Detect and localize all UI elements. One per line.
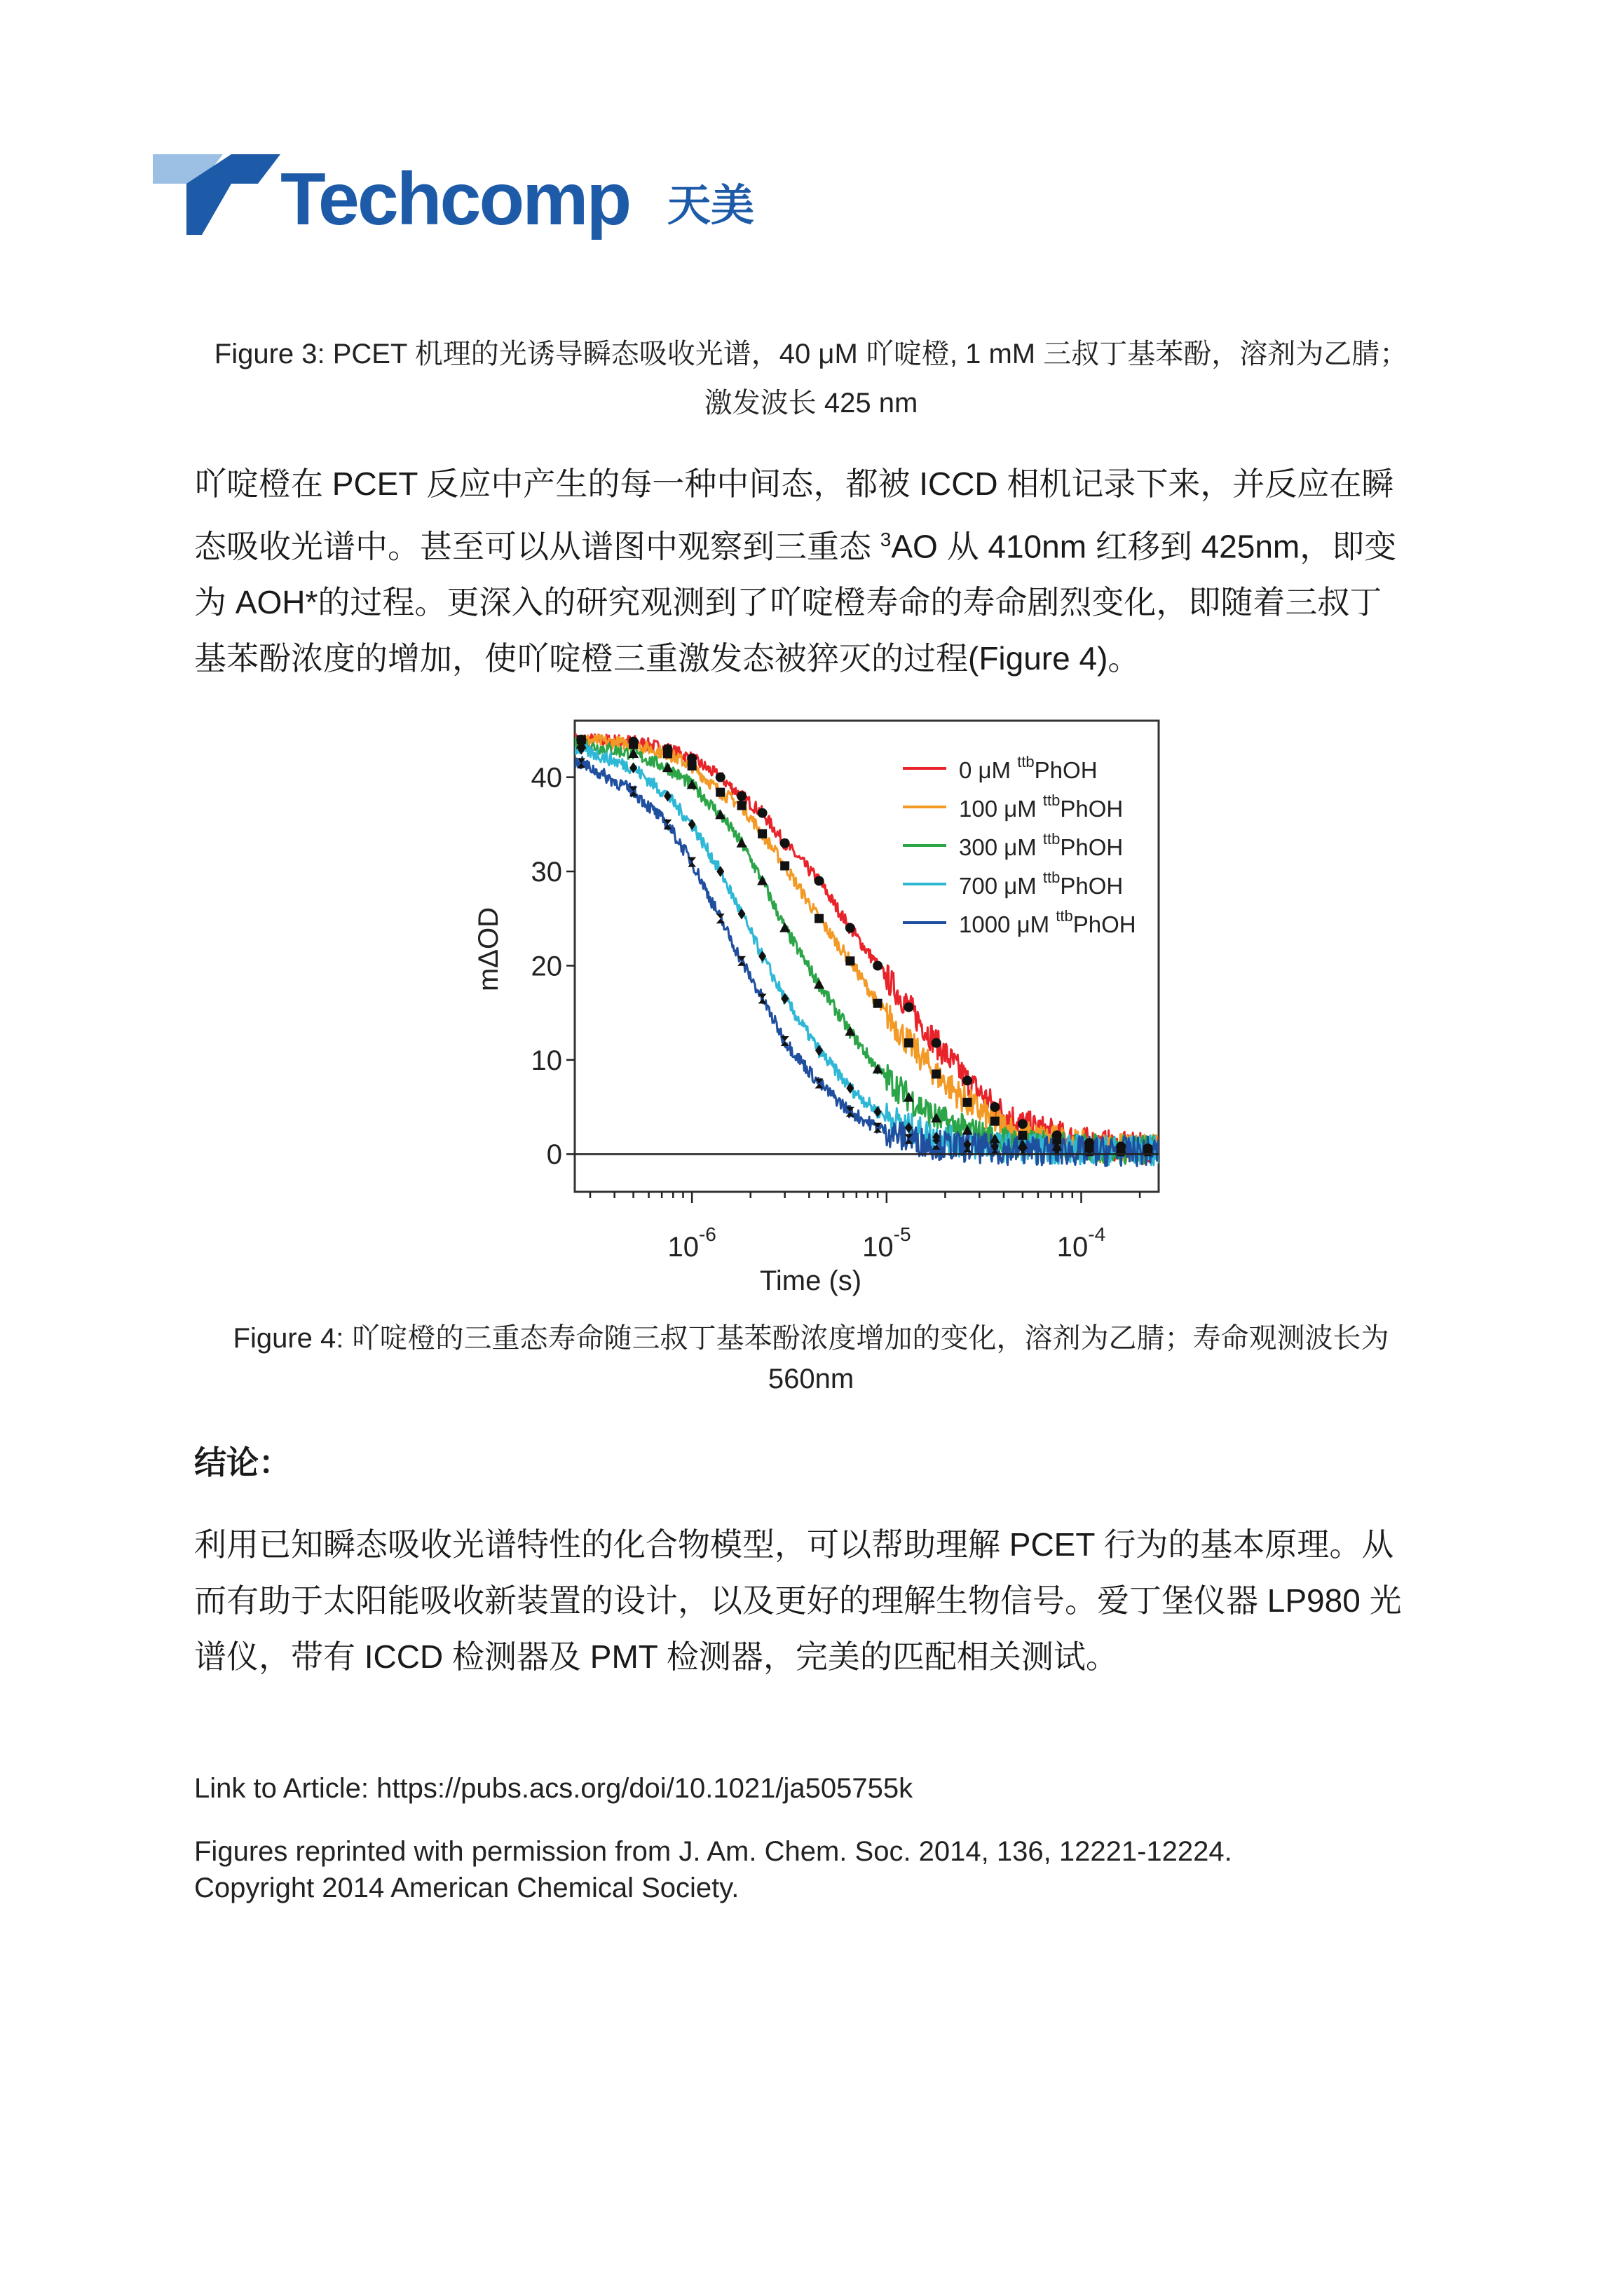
figure4-chart — [435, 701, 1206, 1304]
data-point-s0-8 — [815, 876, 824, 885]
data-point-s0-10 — [873, 960, 882, 970]
data-point-s1-2 — [663, 749, 672, 759]
paragraph-line: 利用已知瞬态吸收光谱特性的化合物模型，可以帮助理解 PCET 行为的基本原理。从 — [194, 1526, 1394, 1563]
techcomp-logo — [153, 147, 784, 245]
figure4-caption-line1: Figure 4: 吖啶橙的三重态寿命随三叔丁基苯酚浓度增加的变化，溶剂为乙腈；寿命观测波长为 — [233, 1323, 1389, 1354]
data-point-s0-13 — [962, 1075, 972, 1085]
data-point-s0-11 — [904, 1003, 913, 1012]
figure4-caption-line2: 560nm — [768, 1364, 854, 1394]
superscript: 3 — [880, 529, 892, 550]
data-point-s0-15 — [1018, 1119, 1028, 1129]
conclusion-paragraph — [194, 1516, 1442, 1685]
reprint-line: Figures reprinted with permission from J. Am. Chem. Soc. 2014, 136, 12221-12224. — [194, 1836, 1232, 1867]
x-tick-label: $10^{-6}$ — [667, 1223, 716, 1263]
data-point-s1-3 — [688, 761, 697, 770]
data-point-s0-12 — [932, 1038, 941, 1048]
paragraph-line: 吖啶橙在 PCET 反应中产生的每一种中间态，都被 ICCD 相机记录下来，并反应在瞬 — [194, 466, 1394, 502]
x-tick-label: $10^{-4}$ — [1056, 1223, 1106, 1263]
reprint-line: Copyright 2014 American Chemical Society. — [194, 1873, 740, 1903]
data-point-s0-6 — [758, 808, 768, 818]
y-tick-label: 0 — [546, 1139, 562, 1171]
article-link[interactable]: Link to Article: https://pubs.acs.org/doi/10.1021/ja505755k — [194, 1773, 913, 1804]
data-point-s1-6 — [758, 829, 767, 838]
logo-wordmark-cn: 天美 — [667, 182, 755, 230]
figure3-caption-line2: 激发波长 425 nm — [704, 388, 918, 419]
x-tick-label: $10^{-5}$ — [862, 1223, 911, 1263]
y-tick-label: 40 — [531, 762, 562, 794]
data-point-s2-2 — [662, 762, 673, 772]
conclusion-heading: 结论： — [194, 1444, 291, 1481]
paragraph-line: 为 AOH*的过程。更深入的研究观测到了吖啶橙寿命的寿命剧烈变化，即随着三叔丁 — [194, 584, 1382, 621]
data-point-s0-9 — [845, 923, 855, 933]
paragraph-line: 谱仪，带有 ICCD 检测器及 PMT 检测器，完美的匹配相关测试。 — [194, 1638, 1118, 1675]
legend-label: 0 μM $^{ttb}$PhOH — [959, 753, 1098, 783]
paragraph-text: AO 从 410nm 红移到 425nm，即变 — [891, 528, 1397, 565]
data-point-s1-4 — [716, 788, 725, 797]
data-point-s0-5 — [737, 792, 747, 801]
data-point-s1-12 — [932, 1070, 941, 1079]
figure4-caption — [140, 1318, 1482, 1399]
y-tick-label: 20 — [531, 951, 562, 982]
x-axis-label: Time (s) — [759, 1265, 862, 1296]
y-axis-label: mΔOD — [473, 906, 504, 992]
data-point-s0-4 — [716, 773, 725, 782]
data-point-s1-1 — [629, 740, 638, 749]
reprint-notice — [194, 1833, 1232, 1906]
data-point-s1-14 — [990, 1117, 1000, 1126]
data-point-s0-14 — [990, 1102, 1000, 1112]
data-point-s1-15 — [1018, 1131, 1027, 1140]
figure3-caption — [140, 330, 1482, 428]
paragraph-line — [194, 512, 1442, 574]
data-point-s1-5 — [737, 801, 747, 810]
data-point-s1-8 — [815, 914, 824, 923]
data-point-s4-4 — [716, 913, 725, 923]
legend-label: 300 μM $^{ttb}$PhOH — [959, 830, 1124, 860]
data-point-s1-11 — [904, 1038, 913, 1047]
data-point-s1-13 — [963, 1098, 972, 1107]
logo-wordmark: Techcomp — [280, 158, 630, 240]
legend-label: 1000 μM $^{ttb}$PhOH — [959, 907, 1136, 937]
legend-label: 700 μM $^{ttb}$PhOH — [959, 869, 1124, 899]
y-tick-label: 10 — [531, 1045, 562, 1076]
paragraph-line: 而有助于太阳能吸收新装置的设计，以及更好的理解生物信号。爱丁堡仪器 LP980 光 — [194, 1582, 1402, 1619]
legend-label: 100 μM $^{ttb}$PhOH — [959, 792, 1124, 822]
figure3-caption-line1: Figure 3: PCET 机理的光诱导瞬态吸收光谱，40 μM 吖啶橙, 1 mM 三叔丁基苯酚，溶剂为乙腈； — [214, 339, 1408, 369]
paragraph-line: 基苯酚浓度的增加，使吖啶橙三重激发态被猝灭的过程(Figure 4)。 — [194, 640, 1140, 677]
y-tick-label: 30 — [531, 857, 562, 888]
data-point-s1-10 — [873, 999, 882, 1008]
body-paragraph-1 — [194, 456, 1442, 686]
data-point-s0-7 — [780, 838, 790, 848]
paragraph-text: 态吸收光谱中。甚至可以从谱图中观察到三重态 — [194, 528, 880, 565]
data-point-s1-9 — [845, 956, 854, 965]
data-point-s1-7 — [780, 861, 789, 870]
